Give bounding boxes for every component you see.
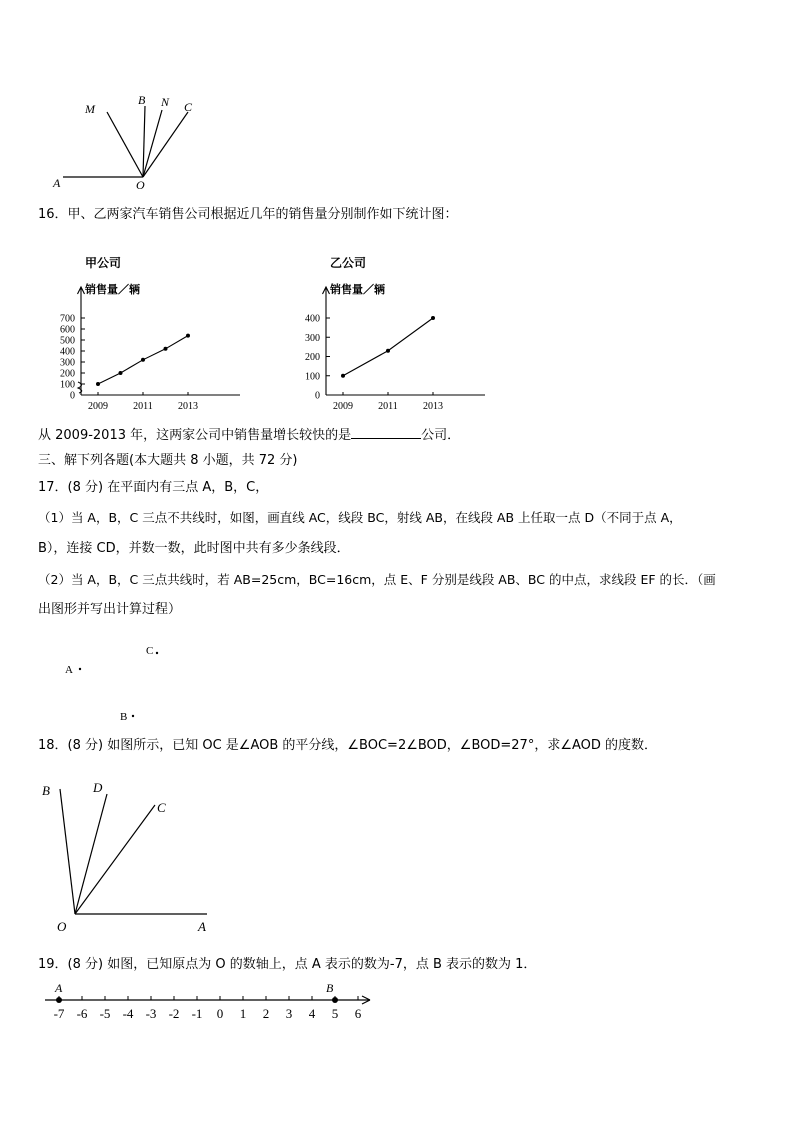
q16-stem-text: 16．甲、乙两家汽车销售公司根据近几年的销售量分别制作如下统计图： [38, 207, 458, 222]
number-line [40, 980, 380, 1025]
number-line-point-B [332, 997, 338, 1003]
chart-1-y-tick-label: 0 [315, 390, 320, 402]
number-line-tick-label: 1 [239, 1006, 247, 1021]
angle-figure-15 [45, 90, 215, 200]
chart-0-y-tick-label: 100 [60, 379, 75, 391]
chart-0-y-tick-label: 200 [60, 368, 75, 380]
q17-part1-line2-text: B），连接 CD，并数一数，此时图中共有多少条线段． [38, 541, 350, 556]
number-line-tick-label: -4 [122, 1006, 134, 1021]
point-B [132, 715, 134, 717]
number-line-point-A [56, 997, 62, 1003]
q18-label-A: A [198, 919, 206, 934]
chart-yi-title: 乙公司 [330, 256, 367, 270]
q17-stem [38, 478, 764, 498]
chart-0-y-tick-label: 300 [60, 357, 75, 369]
q17-part1-line1-text: （1）当 A，B，C 三点不共线时，如图，画直线 AC，线段 BC，射线 AB，在线段 AB 上任取一点 D（不同于点 A， [38, 510, 682, 525]
q17-part2-line2-text: 出图形并写出计算过程） [38, 602, 182, 617]
label-O: O [136, 178, 145, 192]
q16-answer-blank[interactable] [351, 424, 421, 439]
number-line-tick-label: -3 [145, 1006, 157, 1021]
chart-0-data-point [186, 334, 190, 338]
point-C [156, 652, 158, 654]
label-C: C [184, 100, 193, 114]
chart-0-y-tick-label: 500 [60, 335, 75, 347]
chart-1-x-tick-label: 2011 [378, 401, 398, 412]
point-A-label: A [65, 664, 73, 676]
number-line-tick-label: -1 [191, 1006, 203, 1021]
number-line-tick-label: -2 [168, 1006, 180, 1021]
q18-label-O: O [57, 919, 67, 934]
number-line-point-A-label: A [55, 981, 63, 995]
section-3-heading-text: 三、解下列各题(本大题共 8 小题，共 72 分) [38, 453, 298, 468]
label-M: M [85, 102, 95, 116]
number-line-tick-label: 3 [285, 1006, 293, 1021]
chart-0-y-tick-label: 600 [60, 324, 75, 336]
chart-0-data-point [119, 371, 123, 375]
chart-1-y-tick-label: 400 [305, 313, 320, 325]
point-B-label: B [120, 711, 128, 723]
q18-label-B: B [42, 783, 50, 798]
chart-0-data-point [141, 358, 145, 362]
number-line-tick-label: 5 [331, 1006, 339, 1021]
chart-1-data-point [431, 316, 435, 320]
q16-stem [38, 205, 764, 225]
chart-jia-ylabel: 销售量／辆 [85, 284, 140, 296]
point-A [79, 668, 81, 670]
chart-yi [290, 250, 490, 420]
q17-part2-line1-text: （2）当 A，B，C 三点共线时，若 AB=25cm，BC=16cm，点 E、F 分别是线段 AB、BC 的中点，求线段 EF 的长．（画 [38, 572, 716, 587]
chart-0-y-tick-label: 700 [60, 313, 75, 325]
q19-stem [38, 955, 764, 975]
point-C-label: C [146, 645, 154, 657]
q18-label-D: D [93, 780, 103, 795]
number-line-point-B-label: B [326, 981, 334, 995]
chart-yi-ylabel: 销售量／辆 [330, 284, 385, 296]
chart-0-data-point [164, 347, 168, 351]
chart-0-x-tick-label: 2011 [133, 401, 153, 412]
q17-part2-line2 [38, 600, 764, 620]
chart-0-x-tick-label: 2009 [88, 401, 108, 412]
q17-part2-line1 [38, 570, 764, 590]
chart-1-y-tick-label: 100 [305, 371, 320, 383]
chart-0-y-tick-label: 400 [60, 346, 75, 358]
q17-stem-text: 17．(8 分) 在平面内有三点 A，B，C， [38, 480, 269, 495]
q17-part1-line1 [38, 508, 764, 528]
label-N: N [161, 95, 170, 109]
number-line-tick-label: 2 [262, 1006, 270, 1021]
chart-1-x-tick-label: 2009 [333, 401, 353, 412]
chart-jia [45, 250, 245, 420]
number-line-tick-label: 6 [354, 1006, 362, 1021]
chart-jia-title: 甲公司 [85, 256, 122, 270]
chart-0-y-tick-label: 0 [70, 390, 75, 402]
number-line-tick-label: 4 [308, 1006, 316, 1021]
label-B: B [138, 93, 146, 107]
q18-angle-figure [35, 775, 225, 940]
number-line-tick-label: -5 [99, 1006, 111, 1021]
q16-answer-line [38, 424, 764, 446]
q17-part1-line2 [38, 539, 764, 559]
number-line-tick-label: -6 [76, 1006, 88, 1021]
chart-0-x-tick-label: 2013 [178, 401, 198, 412]
q18-label-C: C [157, 800, 166, 815]
label-A: A [53, 176, 61, 190]
number-line-tick-label: 0 [216, 1006, 224, 1021]
chart-1-series-line [343, 318, 433, 376]
section-3-heading [38, 451, 764, 471]
chart-1-y-tick-label: 200 [305, 352, 320, 363]
q16-answer-suffix: 公司． [421, 428, 461, 443]
chart-0-data-point [96, 382, 100, 386]
q19-stem-text: 19．(8 分) 如图，已知原点为 O 的数轴上，点 A 表示的数为-7，点 B 表示的数为 1． [38, 957, 537, 972]
chart-1-data-point [341, 374, 345, 378]
chart-1-y-tick-label: 300 [305, 332, 320, 344]
q16-answer-prefix: 从 2009-2013 年，这两家公司中销售量增长较快的是 [38, 428, 352, 443]
chart-1-x-tick-label: 2013 [423, 401, 443, 412]
q18-stem-text: 18．(8 分) 如图所示，已知 OC 是∠AOB 的平分线，∠BOC=2∠BOD，∠BOD=27°，求∠AOD 的度数． [38, 738, 658, 753]
q18-stem [38, 736, 764, 756]
q17-points-figure [55, 638, 175, 728]
chart-1-data-point [386, 349, 390, 353]
number-line-tick-label: -7 [53, 1006, 65, 1021]
